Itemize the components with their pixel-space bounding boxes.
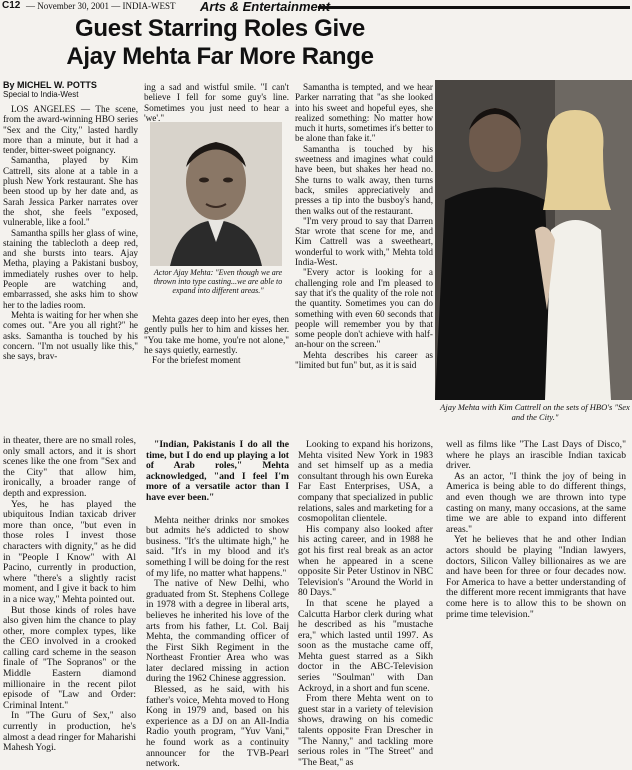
article-column-2-top: [144, 82, 289, 122]
paragraph: well as films like "The Last Days of Disco," where he plays an irascible Indian taxicab driver.: [446, 440, 626, 472]
byline-author: By MICHEL W. POTTS: [3, 80, 97, 90]
paragraph: His company also looked after his acting career, and in 1988 he got his first real break as an actor when he appeared in a scene opposite Sir Peter Ustinov in NBC Television's "Around the World in 80 Days.": [298, 523, 433, 599]
headshot-photo: [150, 122, 282, 266]
paragraph: Mehta is waiting for her when she comes out. "Are you all right?" he asks. Samantha is touched by his concern. "I'm not usually like this," she says, brav-: [3, 309, 138, 362]
set-photo-illustration: [435, 80, 632, 400]
paragraph: "Indian, Pakistanis I do all the time, but I do end up playing a lot of Arab roles," Mehta acknowledged, "and I feel I'm more of a versatile actor than I have ever been.": [146, 440, 289, 503]
byline: [3, 80, 138, 99]
section-title: Arts & Entertainment: [200, 0, 331, 14]
masthead: [0, 0, 632, 14]
set-photo-caption: Ajay Mehta with Kim Cattrell on the sets of HBO's "Sex and the City.": [440, 402, 630, 422]
article-lower-column-4: [446, 440, 626, 770]
paragraph: ing a sad and wistful smile. "I can't believe I fell for some guy's line. Sometimes you just need to hear a 'we'.": [144, 82, 289, 122]
byline-credit: Special to India-West: [3, 90, 79, 99]
paragraph: Samantha, played by Kim Cattrell, sits alone at a table in a plush New York restaurant. She has been stood up by her date and, as Sarah Jessica Parker narrates over the shot, she feels "exposed, vulnerable, like a fool.": [3, 155, 138, 228]
article-column-1: [3, 104, 138, 432]
paragraph: From there Mehta went on to guest star in a variety of television shows, drawing on his comedic talents opposite Fran Drescher in "The Nanny," and tackling more serious roles in "The Street" and "The Beat," as: [298, 693, 433, 768]
paragraph: Samantha is tempted, and we hear Parker narrating that "as she looked into his sweet and hopeful eyes, she realized something: No matter how much it hurts, sometimes it's better to be alone than fake it.": [295, 82, 433, 144]
paragraph: "Every actor is looking for a challenging role and I'm pleased to say that it's the quality of the role not the quantity. Sometimes you can do something with even 60 seconds that people will remember you by that some people don't achieve with half-an-hour on the screen.": [295, 267, 433, 350]
paragraph: Blessed, as he said, with his father's voice, Mehta moved to Hong Kong in 1979 and, based on his experience as a DJ on an All-India Radio youth program, "Yuv Vani," he found work as a continuity announcer for the TVB-Pearl network.: [146, 684, 289, 770]
headline-line-2: Ajay Mehta Far More Range: [66, 43, 374, 70]
paragraph: LOS ANGELES — The scene, from the award-winning HBO series "Sex and the City," lasted hardly more than a minute, but it had a tender, bitter-sweet poignancy.: [3, 104, 138, 156]
paragraph: Mehta describes his career as "limited but fun" but, as it is said: [295, 349, 433, 371]
paragraph: Mehta gazes deep into her eyes, then gently pulls her to him and kisses her. "You take me home, you're not alone," he says quietly, earnestly.: [144, 314, 289, 355]
paragraph: But those kinds of roles have also given him the chance to play other, more complex types, like the CEO involved in a crooked calling card scheme in the season finale of "The Sopranos" or the Middle Eastern diamond millionaire in the recent pilot episode of "Law and Order: Criminal Intent.": [3, 604, 136, 711]
article-column-2-bottom: [144, 314, 289, 436]
article-lower-column-3: [298, 440, 433, 770]
page-number: C12: [2, 0, 21, 11]
paragraph: The native of New Delhi, who graduated from St. Stephens College in 1978 with a degree in liberal arts, believes he inherited his love of the arts from his father, Lt. Col. Baij Mehta, the commanding officer of the First Sikh Regiment in the Northeast Frontier Area who was later declared missing in action during the 1962 Chinese aggression.: [146, 578, 289, 685]
paragraph: In "The Guru of Sex," also currently in production, he's almost a dead ringer for Maharishi Mahesh Yogi.: [3, 710, 136, 754]
article-column-3: [295, 82, 433, 432]
headline: [10, 15, 430, 71]
paragraph: Yet he believes that he and other Indian actors should be playing "Indian lawyers, doctors, Silicon Valley billionaires as we are and have been for three or four decades now. For America to have a better understanding of the different more recent immigrants that have come here is to allow this to be shown on prime time television.": [446, 534, 626, 620]
photo-caption: Actor Ajay Mehta: "Even though we are thrown into type casting...we are able to expand into different areas.": [153, 268, 283, 295]
paragraph: "I'm very proud to say that Darren Star wrote that scene for me, and Kim Cattrell was a sweetheart, wonderful to work with," Mehta told India-West.: [295, 215, 433, 268]
paragraph: Samantha is touched by his sweetness and imagines what could have been, but shakes her head no. She turns to walk away, then turns back, smiles appreciatively and presses a tip into the busboy's hand, then walks out of the restaurant.: [295, 143, 433, 216]
article-lower-column-1: [3, 436, 136, 770]
masthead-rule: [318, 6, 630, 9]
paragraph: Mehta neither drinks nor smokes but admits he's addicted to show business. "It's the ultimate high," he said. "It's in my blood and it's something I will be doing for the rest of my life, no matter what happens.": [146, 514, 289, 579]
paragraph: Samantha spills her glass of wine, staining the tablecloth a deep red, and she bursts into tears. Ajay Metha, playing a Pakistani busboy, immediately rushes over to help. People are watching and, embarrassed, she asks him to show her to the ladies room.: [3, 227, 138, 310]
paragraph: in theater, there are no small roles, only small actors, and it is short scenes like the one from "Sex and the City" that allow him, ironically, a broader range of depth and expression.: [3, 436, 136, 499]
paragraph: In that scene he played a Calcutta Harbor clerk during what he described as his "mustache era," which lasted until 1997. As soon as the mustache came off, Mehta guest starred as a Sikh doctor in the ABC-Television series "Soulman" with Dan Ackroyd, in a short and fun scene.: [298, 597, 433, 694]
headline-line-1: Guest Starring Roles Give: [75, 15, 365, 42]
article-lower-column-2: [146, 440, 289, 770]
paragraph: Looking to expand his horizons, Mehta visited New York in 1983 and set himself up as a media consultant through his own Eureka Far East Enterprises, USA, a company that specialized in public relations, sales and marketing for a cosmopolitan clientele.: [298, 440, 433, 525]
issue-date: — November 30, 2001 — INDIA-WEST: [26, 1, 176, 11]
paragraph: For the briefest moment: [152, 355, 241, 366]
paragraph: Yes, he has played the ubiquitous Indian taxicab driver more than once, "but even in those roles I invest those characters with dignity," as he did in "People I Know" with Al Pacino, currently in production, where "there's a slightly racist moment, and I give it back to him in a nice way," Mehta pointed out.: [3, 498, 136, 605]
paragraph: As an actor, "I think the joy of being in America is being able to do different things, and even though we are thrown into type casting on many, many occasions, at the same time we are able to expand into different areas.": [446, 470, 626, 535]
headshot-illustration: [150, 122, 282, 266]
set-photo: [435, 80, 632, 400]
